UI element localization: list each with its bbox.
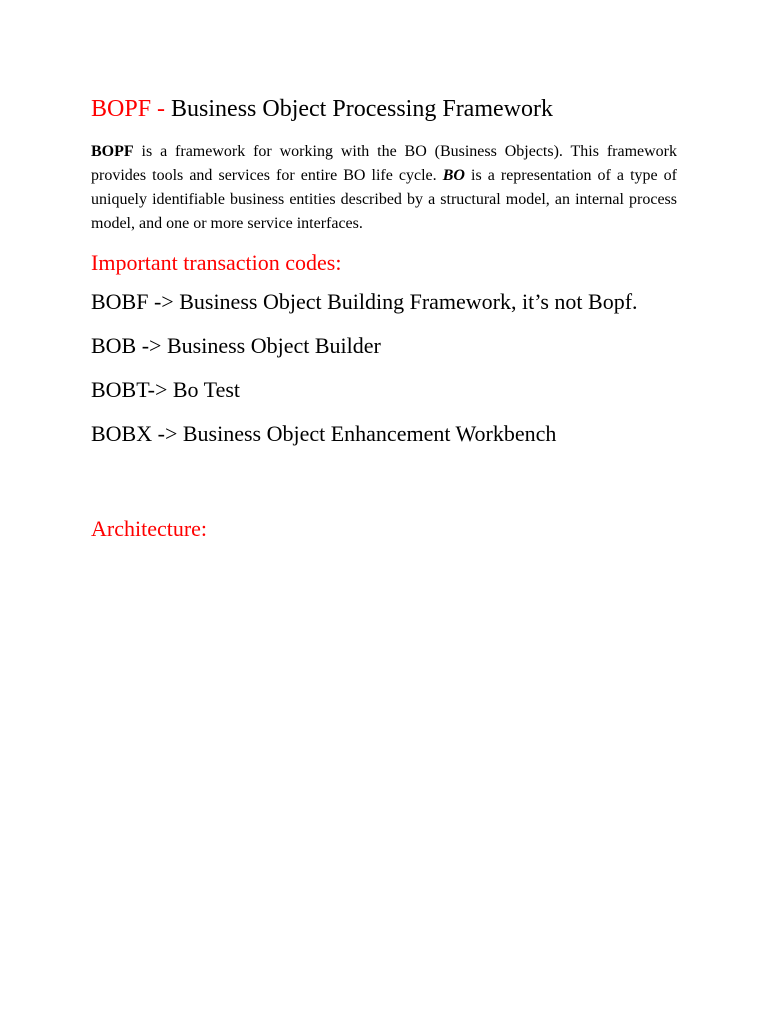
intro-paragraph	[91, 140, 677, 236]
document-title	[91, 92, 677, 126]
transaction-code-bobx: BOBX -> Business Object Enhancement Workbench	[91, 421, 557, 446]
transaction-code-bobt: BOBT-> Bo Test	[91, 377, 241, 402]
intro-term-bopf: BOPF	[91, 143, 134, 160]
transaction-code-bobf: BOBF -> Business Object Building Framework, it’s not Bopf.	[91, 289, 638, 314]
architecture-heading: Architecture:	[91, 516, 208, 541]
transaction-codes-heading: Important transaction codes:	[91, 250, 342, 275]
title-text: Business Object Processing Framework	[171, 96, 553, 122]
transaction-code-list	[91, 286, 677, 450]
intro-text-part2: is a representation of a type of uniquely identifiable business entities described by a structural model, an internal process model, and one or more service interfaces.	[91, 167, 678, 232]
intro-text-part1: is a framework for working with the BO (Business Objects). This framework provides tools and services for entire BO life cycle.	[91, 143, 678, 184]
intro-term-bo: BO	[442, 167, 465, 184]
transaction-code-bob: BOB -> Business Object Builder	[91, 333, 381, 358]
document-page	[91, 92, 677, 546]
title-prefix: BOPF -	[91, 96, 166, 122]
